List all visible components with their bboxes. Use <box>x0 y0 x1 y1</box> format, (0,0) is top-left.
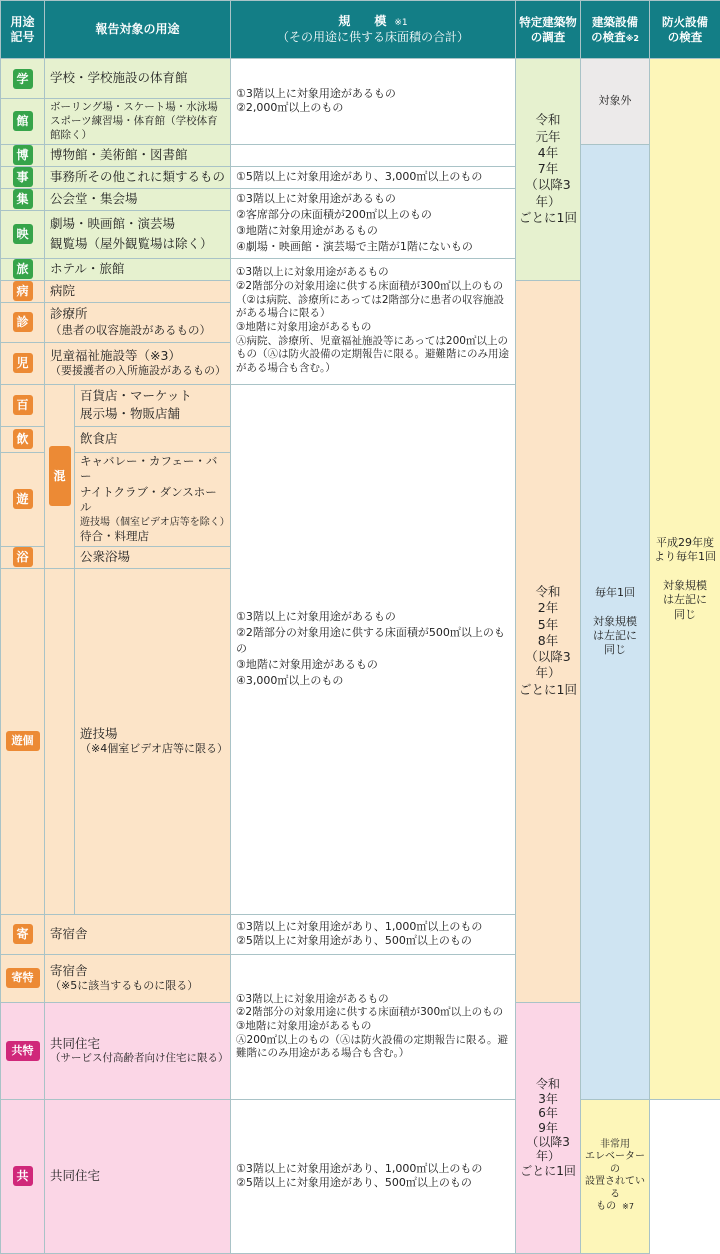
badge-kyotoku: 共特 <box>6 1041 40 1061</box>
mix-spacer <box>45 568 75 914</box>
equip-yearly: 毎年1回 対象規模 は左記に 同じ <box>581 144 650 1099</box>
badge-ji: 事 <box>13 167 33 187</box>
use-ei: 劇場・映画館・演芸場 観覧場（屋外観覧場は除く） <box>45 210 231 258</box>
use-byo: 病院 <box>45 280 231 302</box>
badge-gaku: 学 <box>13 69 33 89</box>
use-shu: 公会堂・集会場 <box>45 188 231 210</box>
code-cell <box>1 59 45 99</box>
badge-shin: 診 <box>13 312 33 332</box>
badge-byo: 病 <box>13 281 33 301</box>
header-row <box>1 1 720 59</box>
scale-h: ①3階以上に対象用途があり、1,000㎡以上のもの ②5階以上に対象用途があり、500㎡以上のもの <box>231 914 516 954</box>
code-cell <box>1 302 45 342</box>
code-cell <box>1 452 45 546</box>
use-hyaku: 百貨店・マーケット 展示場・物販店舗 <box>75 384 231 426</box>
code-cell <box>1 144 45 166</box>
header-special: 特定建築物 の調査 <box>516 1 581 59</box>
use-yoku: 公衆浴場 <box>75 546 231 568</box>
mix-cell <box>45 384 75 568</box>
badge-kan: 館 <box>13 111 33 131</box>
use-in: 飲食店 <box>75 426 231 452</box>
scale-j: ①3階以上に対象用途があり、1,000㎡以上のもの ②5階以上に対象用途があり、500㎡以上のもの <box>231 1099 516 1253</box>
header-scale: 規 模 ※1 （その用途に供する床面積の合計） <box>231 1 516 59</box>
header-use: 報告対象の用途 <box>45 1 231 59</box>
badge-kishuku: 寄 <box>13 924 33 944</box>
use-kyotoku: 共同住宅 （サービス付高齢者向け住宅に限る） <box>45 1002 231 1099</box>
table-row <box>1 59 720 99</box>
header-code: 用途 記号 <box>1 1 45 59</box>
code-cell <box>1 426 45 452</box>
use-yu: キャバレー・カフェー・バー ナイトクラブ・ダンスホール 遊技場（個室ビデオ店等を除く） 待合・料理店 <box>75 452 231 546</box>
scale-i: ①3階以上に対象用途があるもの ②2階部分の対象用途に供する床面積が300㎡以上のもの ③地階に対象用途があるもの Ⓐ200㎡以上のもの（Ⓐは防火設備の定期報告に限る。避難階にのみ用途がある場合も含む。） <box>231 954 516 1099</box>
use-kishuku: 寄宿舎 <box>45 914 231 954</box>
scale-c: ①5階以上に対象用途があり、3,000㎡以上のもの <box>231 166 516 188</box>
code-cell <box>1 384 45 426</box>
badge-yoku: 浴 <box>13 547 33 567</box>
code-cell <box>1 546 45 568</box>
equip-none: 対象外 <box>581 59 650 145</box>
use-gaku: 学校・学校施設の体育館 <box>45 59 231 99</box>
code-cell <box>1 568 45 914</box>
code-cell <box>1 280 45 302</box>
code-cell <box>1 258 45 280</box>
header-fire: 防火設備 の検査 <box>650 1 720 59</box>
badge-in: 飲 <box>13 429 33 449</box>
code-cell <box>1 99 45 145</box>
use-yuko: 遊技場 （※4個室ビデオ店等に限る） <box>75 568 231 914</box>
use-ryo: ホテル・旅館 <box>45 258 231 280</box>
code-cell <box>1 342 45 384</box>
code-cell <box>1 1002 45 1099</box>
badge-yu: 遊 <box>13 489 33 509</box>
header-equip: 建築設備 の検査※2 <box>581 1 650 59</box>
badge-ryo: 旅 <box>13 259 33 279</box>
scale-e: ①3階以上に対象用途があるもの ②2階部分の対象用途に供する床面積が300㎡以上のもの（②は病院、診療所にあっては2階部分に患者の収容施設がある場合に限る） ③地階に対象用途があるもの Ⓐ病院、診療所、児童福祉施設等にあっては200㎡以上のもの（Ⓐは防火設備の定期報告に限る。避難階にのみ用途がある場合も含む。） <box>231 258 516 384</box>
scale-f: ①3階以上に対象用途があるもの ②2階部分の対象用途に供する床面積が500㎡以上のもの ③地階に対象用途があるもの ④3,000㎡以上のもの <box>231 384 516 914</box>
fire-elev: 非常用 エレベーターの 設置されている もの ※7 <box>581 1099 650 1253</box>
table-row <box>1 1099 720 1253</box>
use-haku: 博物館・美術館・図書館 <box>45 144 231 166</box>
badge-mix: 混 <box>49 446 71 506</box>
fire-yearly: 平成29年度 より毎年1回 対象規模 は左記に 同じ <box>650 59 720 1100</box>
scale-d: ①3階以上に対象用途があるもの ②客席部分の床面積が200㎡以上のもの ③地階に対象用途があるもの ④劇場・映画館・演芸場で主階が1階にないもの <box>231 188 516 258</box>
use-kan: ボーリング場・スケート場・水泳場 スポーツ練習場・体育館（学校体育館除く） <box>45 99 231 145</box>
badge-yuko: 遊個 <box>6 731 40 751</box>
table-row <box>1 144 720 166</box>
badge-shu: 集 <box>13 189 33 209</box>
use-kitoku: 寄宿舎 （※5に該当するものに限る） <box>45 954 231 1002</box>
code-cell <box>1 914 45 954</box>
code-cell <box>1 954 45 1002</box>
code-cell <box>1 188 45 210</box>
special-2: 令和 2年 5年 8年 （以降3年） ごとに1回 <box>516 280 581 1002</box>
badge-kyo: 共 <box>13 1166 33 1186</box>
scale-a: ①3階以上に対象用途があるもの ②2,000㎡以上のもの <box>231 59 516 145</box>
code-cell <box>1 210 45 258</box>
use-shin: 診療所 （患者の収容施設があるもの） <box>45 302 231 342</box>
use-kyo: 共同住宅 <box>45 1099 231 1253</box>
use-ji2: 児童福祉施設等（※3） （要援護者の入所施設があるもの） <box>45 342 231 384</box>
special-1: 令和 元年 4年 7年 （以降3年） ごとに1回 <box>516 59 581 281</box>
code-cell <box>1 1099 45 1253</box>
scale-haku-empty <box>231 144 516 166</box>
use-ji: 事務所その他これに類するもの <box>45 166 231 188</box>
badge-ei: 映 <box>13 224 33 244</box>
badge-ji2: 児 <box>13 353 33 373</box>
special-3: 令和 3年 6年 9年 （以降3年） ごとに1回 <box>516 1002 581 1253</box>
badge-hyaku: 百 <box>13 395 33 415</box>
badge-kitoku: 寄特 <box>6 968 40 988</box>
badge-haku: 博 <box>13 145 33 165</box>
code-cell <box>1 166 45 188</box>
